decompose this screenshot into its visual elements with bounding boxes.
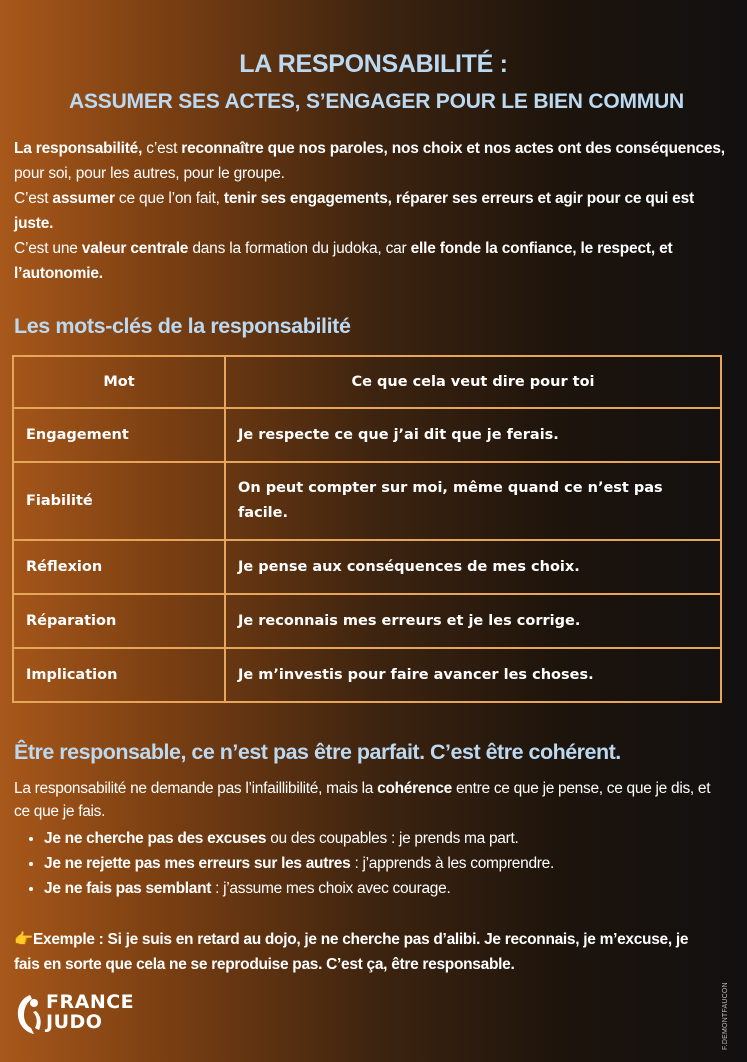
meaning-cell: Je m’investis pour faire avancer les choses. <box>225 648 721 702</box>
table-row <box>13 408 721 462</box>
keywords-table <box>12 355 722 703</box>
table-row <box>13 648 721 702</box>
coherence-points-list <box>14 826 744 901</box>
example-block <box>14 927 694 977</box>
table-row <box>13 540 721 594</box>
meaning-cell: Je pense aux conséquences de mes choix. <box>225 540 721 594</box>
judo-emblem-icon <box>14 992 44 1036</box>
keywords-section-title: Les mots-clés de la responsabilité <box>14 314 351 338</box>
intro-paragraph-2: C’est assumer ce que l’on fait, tenir ses engagements, réparer ses erreurs et agir pour ce qui est juste. <box>14 190 694 232</box>
intro-text <box>14 136 734 286</box>
meaning-cell: Je respecte ce que j’ai dit que je ferais. <box>225 408 721 462</box>
keyword-cell: Fiabilité <box>13 462 225 540</box>
author-credit: F.DEMONTFAUCON <box>722 982 729 1050</box>
column-header-meaning: Ce que cela veut dire pour toi <box>225 356 721 408</box>
pointing-hand-icon: 👉 <box>14 931 33 948</box>
column-header-word: Mot <box>13 356 225 408</box>
example-text: Exemple : Si je suis en retard au dojo, je ne cherche pas d’alibi. Je reconnais, je m’excuse, je fais en sorte que cela ne se reproduise pas. C’est ça, être responsable. <box>14 931 689 973</box>
keyword-cell: Implication <box>13 648 225 702</box>
page-subtitle: ASSUMER SES ACTES, S’ENGAGER POUR LE BIEN COMMUN <box>68 90 685 113</box>
page-title: LA RESPONSABILITÉ : <box>239 50 508 78</box>
coherence-title: Être responsable, ce n’est pas être parfait. C’est être cohérent. <box>14 740 621 764</box>
intro-paragraph-1: La responsabilité, c’est reconnaître que nos paroles, nos choix et nos actes ont des conséquences, pour soi, pour les autres, pour le groupe. <box>14 140 725 182</box>
keyword-cell: Engagement <box>13 408 225 462</box>
table-header-row <box>13 356 721 408</box>
table-row <box>13 462 721 540</box>
meaning-cell: Je reconnais mes erreurs et je les corrige. <box>225 594 721 648</box>
france-judo-logo <box>14 992 144 1036</box>
keyword-cell: Réparation <box>13 594 225 648</box>
intro-paragraph-3: C’est une valeur centrale dans la formation du judoka, car elle fonde la confiance, le respect, et l’autonomie. <box>14 240 673 282</box>
list-item: • Je ne fais pas semblant : j’assume mes choix avec courage. <box>44 876 744 901</box>
table-row <box>13 594 721 648</box>
keyword-cell: Réflexion <box>13 540 225 594</box>
list-item: • Je ne rejette pas mes erreurs sur les autres : j’apprends à les comprendre. <box>44 851 744 876</box>
coherence-text: La responsabilité ne demande pas l’infaillibilité, mais la cohérence entre ce que je pense, ce que je dis, et ce que je fais. <box>14 780 711 820</box>
logo-text: FRANCE JUDO <box>46 991 135 1033</box>
list-item: • Je ne cherche pas des excuses ou des coupables : je prends ma part. <box>44 826 744 851</box>
meaning-cell: On peut compter sur moi, même quand ce n’est pas facile. <box>225 462 721 540</box>
